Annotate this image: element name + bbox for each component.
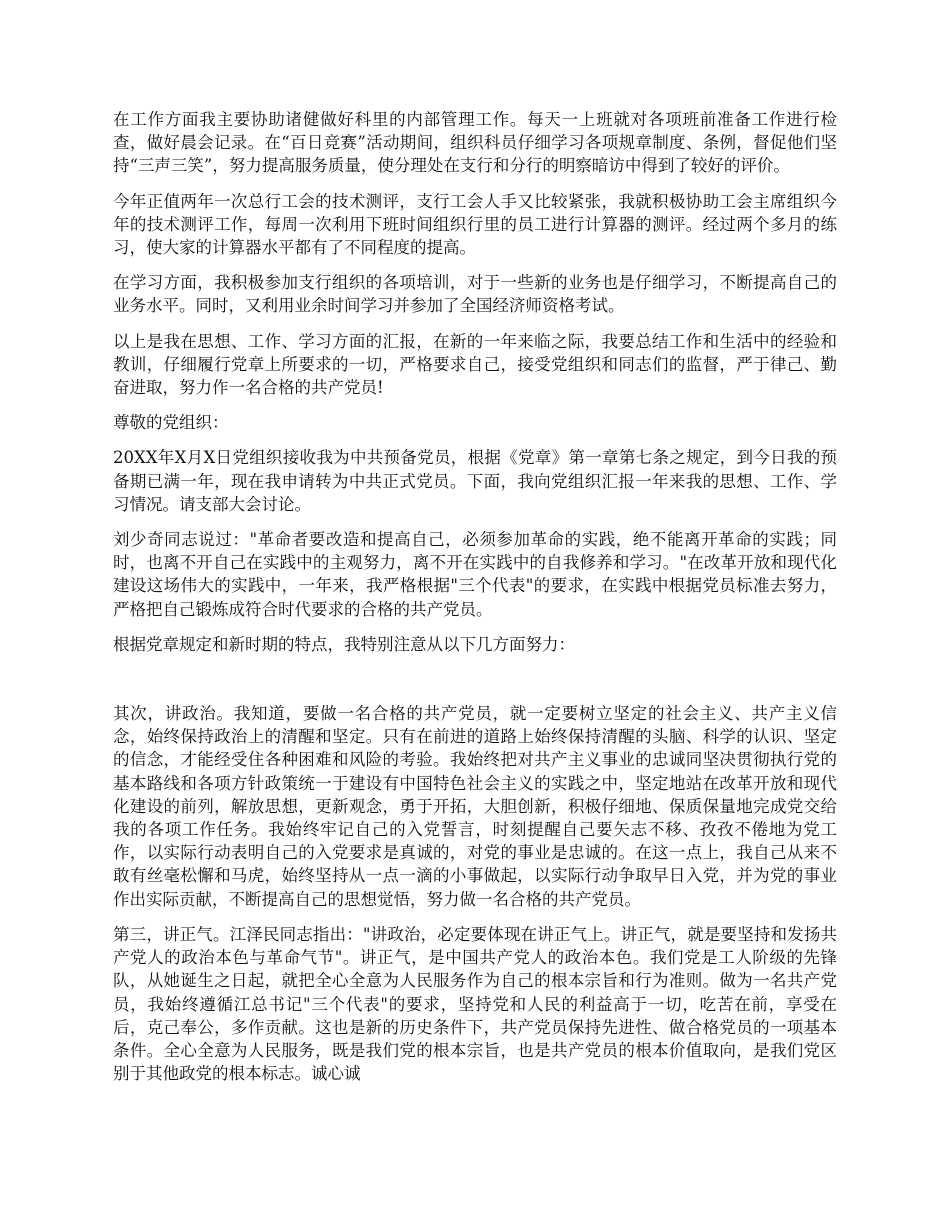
paragraph-probation: 20XX年X月X日党组织接收我为中共预备党员，根据《党章》第一章第七条之规定，到今日我的预备期已满一年，现在我申请转为中共正式党员。下面，我向党组织汇报一年来我的思想、工作、学习情况。请支部大会讨论。 bbox=[113, 448, 837, 514]
document-body bbox=[113, 108, 837, 1097]
paragraph-quote-liu: 刘少奇同志说过："革命者要改造和提高自己，必须参加革命的实践，绝不能离开革命的实践；同时，也离不开自己在实践中的主观努力，离不开在实践中的自我修养和学习。"在改革开放和现代化建设这场伟大的实践中，一年来，我严格根据"三个代表"的要求，在实践中根据党员标准去努力，严格把自己锻炼成符合时代要求的合格的共产党员。 bbox=[113, 530, 837, 619]
paragraph-study: 在学习方面，我积极参加支行组织的各项培训，对于一些新的业务也是仔细学习，不断提高自己的业务水平。同时，又利用业余时间学习并参加了全国经济师资格考试。 bbox=[113, 273, 837, 316]
salutation: 尊敬的党组织： bbox=[113, 413, 229, 433]
paragraph-integrity: 第三，讲正气。江泽民同志指出："讲政治，必定要体现在讲正气上。讲正气，就是要坚持和发扬共产党人的政治本色与革命气节"。讲正气，是中国共产党人的政治本色。我们党是工人阶级的先锋队，从她诞生之日起，就把全心全意为人民服务作为自己的根本宗旨和行为准则。做为一名共产党员，我始终遵循江总书记"三个代表"的要求，坚持党和人民的利益高于一切，吃苦在前，享受在后，克己奉公，多作贡献。这也是新的历史条件下，共产党员保持先进性、做合格党员的一项基本条件。全心全意为人民服务，既是我们党的根本宗旨，也是共产党员的根本价值取向，是我们党区别于其他政党的根本标志。诚心诚 bbox=[113, 924, 837, 1084]
paragraph-intro-efforts: 根据党章规定和新时期的特点，我特别注意从以下几方面努力： bbox=[113, 634, 575, 654]
paragraph-summary: 以上是我在思想、工作、学习方面的汇报，在新的一年来临之际，我要总结工作和生活中的经验和教训，仔细履行党章上所要求的一切，严格要求自己，接受党组织和同志们的监督，严于律己、勤奋进取，努力作一名合格的共产党员! bbox=[113, 331, 837, 398]
paragraph-politics: 其次，讲政治。我知道，要做一名合格的共产党员，就一定要树立坚定的社会主义、共产主义信念，始终保持政治上的清醒和坚定。只有在前进的道路上始终保持清醒的头脑、科学的认识、坚定的信念，才能经受住各种困难和风险的考验。我始终把对共产主义事业的忠诚同坚决贯彻执行党的基本路线和各项方针政策统一于建设有中国特色社会主义的实践之中，坚定地站在改革开放和现代化建设的前列，解放思想，更新观念，勇于开拓，大胆创新，积极仔细地、保质保量地完成党交给我的各项工作任务。我始终牢记自己的入党誓言，时刻提醒自己要矢志不移、孜孜不倦地为党工作，以实际行动表明自己的入党要求是真诚的，对党的事业是忠诚的。在这一点上，我自己从来不敢有丝毫松懈和马虎，始终坚持从一点一滴的小事做起，以实际行动争取早日入党，并为党的事业作出实际贡献，不断提高自己的思想觉悟，努力做一名合格的共产党员。 bbox=[113, 704, 837, 909]
blank-gap bbox=[113, 668, 837, 702]
paragraph-technical-assessment: 今年正值两年一次总行工会的技术测评，支行工会人手又比较紧张，我就积极协助工会主席组织今年的技术测评工作，每周一次利用下班时间组织行里的员工进行计算器的测评。经过两个多月的练习，使大家的计算器水平都有了不同程度的提高。 bbox=[113, 191, 837, 258]
paragraph-work-management: 在工作方面我主要协助诸健做好科里的内部管理工作。每天一上班就对各项班前准备工作进行检查，做好晨会记录。在“百日竞赛”活动期间，组织科员仔细学习各项规章制度、条例，督促他们坚持“三声三笑”，努力提高服务质量，使分理处在支行和分行的明察暗访中得到了较好的评价。 bbox=[113, 110, 837, 176]
